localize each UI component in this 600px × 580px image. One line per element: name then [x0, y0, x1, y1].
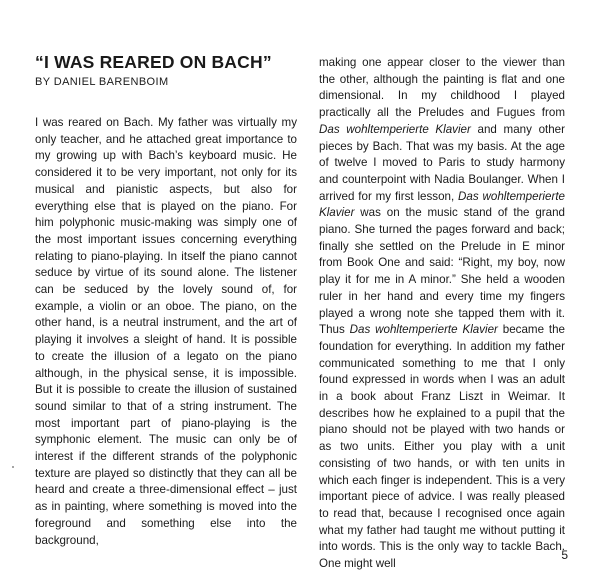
- article-title: “I WAS REARED ON BACH”: [35, 52, 272, 72]
- text-segment: and many other pieces by Bach. That was my basis. At the age of twelve I moved to Paris to study harmony and counterpoint with Nadia Boulanger. When I arrived for my first lesson,: [319, 122, 565, 203]
- text-segment: became the foundation for everything. In addition my father communicated something to me that I only found expressed in words when I was an adult in a book about Franz Liszt in Weimar. It describes how he explained to a pupil that the piano should not be played with two hands or as two units. Either you play with a unit consisting of two hands, or with ten units in which each finger is independent. This is a very important piece of advice. I was really pleased to read that, because I recognised once again what my father had taught me without putting it into words. This is the only way to tackle Bach. One might well: [319, 323, 565, 571]
- left-column: [35, 52, 297, 549]
- article-byline: BY DANIEL BARENBOIM: [35, 76, 169, 88]
- left-column-text: I was reared on Bach. My father was virtually my only teacher, and he attached great importance to my growing up with Bach’s keyboard music. He considered it to be very important, not only for its musical and pianistic aspects, but also for everything else that is played on the piano. For him polyphonic music-making was simply one of the most important issues concerning everything relating to piano-playing. In itself the piano cannot seduce by virtue of its sound alone. The listener can be seduced by the lovely sound of, for example, a violin or an oboe. The piano, on the other hand, is a neutral instrument, and the art of playing it involves a sleight of hand. It is possible to create the illusion of a legato on the piano although, in the physical sense, it is impossible. But it is possible to create the illusion of sustained sound similar to that of a string instrument. The most important part of piano-playing is the symphonic element. The music can only be of interest if the different strands of the polyphonic texture are played so distinctly that they can all be heard and create a three-dimensional effect – just as in painting, where something is moved into the foreground and something else into the background,: [35, 116, 297, 547]
- text-segment: was on the music stand of the grand piano. She turned the pages forward and back; finally she settled on the Prelude in E minor from Book One and said: “Right, my boy, now play it for me in A minor.” She held a wooden ruler in her hand and every time my fingers played a wrong note she tapped them with it. Thus: [319, 206, 565, 337]
- margin-dot: [12, 466, 14, 468]
- work-title: Das wohltemperierte Klavier: [349, 323, 498, 337]
- page-number: 5: [561, 548, 568, 562]
- work-title: Das wohltemperierte Klavier: [319, 122, 471, 136]
- right-column: [319, 55, 565, 573]
- right-column-text: [319, 55, 565, 573]
- work-title: Das wohltemperierte Klavier: [319, 189, 565, 220]
- text-segment: making one appear closer to the viewer than the other, although the painting is flat and one dimensional. In my childhood I played practically all the Preludes and Fugues from: [319, 56, 565, 120]
